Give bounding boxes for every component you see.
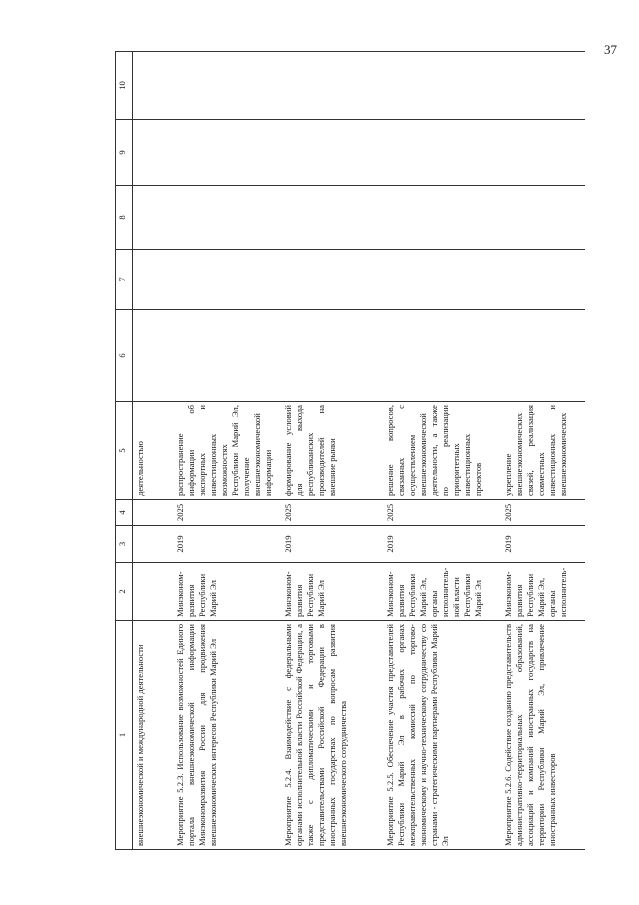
header-col-4: 4 bbox=[116, 500, 133, 526]
empty-cell bbox=[133, 310, 173, 402]
end-year-cell: 2025 bbox=[383, 500, 501, 526]
header-col-8: 8 bbox=[116, 186, 133, 250]
header-col-10: 10 bbox=[116, 52, 133, 120]
executor-cell: Минэконом- развития Республики Марий Эл bbox=[281, 563, 383, 621]
executor-cell bbox=[133, 563, 173, 621]
table-row bbox=[133, 52, 173, 850]
empty-cell bbox=[173, 120, 281, 186]
start-year-cell: 2019 bbox=[383, 526, 501, 563]
measure-cell: Мероприятие 5.2.3. Использование возможностей Единого портала внешнеэкономической информации Минэкономразвития России для продвижения внешнеэкономических интересов Республики Марий Эл bbox=[173, 621, 281, 850]
empty-cell bbox=[173, 186, 281, 250]
empty-cell bbox=[383, 120, 501, 186]
empty-cell bbox=[501, 52, 585, 120]
header-row bbox=[116, 52, 133, 850]
table-row bbox=[383, 52, 501, 850]
empty-cell bbox=[133, 120, 173, 186]
empty-cell bbox=[173, 310, 281, 402]
table-row bbox=[281, 52, 383, 850]
empty-cell bbox=[383, 52, 501, 120]
end-year-cell: 2025 bbox=[501, 500, 585, 526]
start-year-cell: 2019 bbox=[173, 526, 281, 563]
executor-cell: Минэконом- развития Республики Марий Эл, органы исполнитель- bbox=[501, 563, 585, 621]
end-year-cell bbox=[133, 500, 173, 526]
page-number: 37 bbox=[604, 42, 617, 57]
empty-cell bbox=[281, 310, 383, 402]
start-year-cell bbox=[133, 526, 173, 563]
table-row bbox=[501, 52, 585, 850]
empty-cell bbox=[133, 186, 173, 250]
header-col-5: 5 bbox=[116, 402, 133, 500]
header-col-9: 9 bbox=[116, 120, 133, 186]
result-cell: распространение информации об экспортных и инвестиционных возможностях Республики Марий Эл, получение внешнеэкономической информации bbox=[173, 402, 281, 500]
start-year-cell: 2019 bbox=[501, 526, 585, 563]
program-measures-table bbox=[115, 51, 585, 850]
empty-cell bbox=[383, 250, 501, 310]
empty-cell bbox=[281, 250, 383, 310]
empty-cell bbox=[501, 310, 585, 402]
executor-cell: Минэконом- развития Республики Марий Эл bbox=[173, 563, 281, 621]
empty-cell bbox=[383, 186, 501, 250]
measure-cell: Мероприятие 5.2.5. Обеспечение участия представителей Республики Марий Эл в рабочих органах межправительственных комиссий по торгово-экономическому и научно-техническому сотрудничеству со странами - стратегическими партнерами Республики Марий Эл bbox=[383, 621, 501, 850]
result-cell: решение вопросов, связанных с осуществлением внешнеэкономической деятельности, а также по реализации приоритетных инвестиционных проектов bbox=[383, 402, 501, 500]
start-year-cell: 2019 bbox=[281, 526, 383, 563]
end-year-cell: 2025 bbox=[281, 500, 383, 526]
empty-cell bbox=[281, 52, 383, 120]
empty-cell bbox=[281, 186, 383, 250]
measure-cell: внешнеэкономической и международной деятельности bbox=[133, 621, 173, 850]
empty-cell bbox=[173, 52, 281, 120]
measure-cell: Мероприятие 5.2.6. Содействие созданию представительств административно-территориальных образований, ассоциаций и компаний иностранных государств на территории Республики Марий Эл, привлечение иностранных инвесторов bbox=[501, 621, 585, 850]
result-cell: укрепление внешнеэкономических связей, реализация совместных инвестиционных и внешнеэкономических bbox=[501, 402, 585, 500]
result-cell: деятельностью bbox=[133, 402, 173, 500]
rotated-table-container bbox=[115, 52, 583, 850]
measure-cell: Мероприятие 5.2.4. Взаимодействие с федеральными органами исполнительной власти Российской Федерации, а также с дипломатическими и торговыми представительствами Российской Федерации в иностранных государствах по вопросам развития внешнеэкономического сотрудничества bbox=[281, 621, 383, 850]
empty-cell bbox=[383, 310, 501, 402]
header-col-7: 7 bbox=[116, 250, 133, 310]
empty-cell bbox=[281, 120, 383, 186]
empty-cell bbox=[501, 250, 585, 310]
empty-cell bbox=[501, 120, 585, 186]
empty-cell bbox=[133, 250, 173, 310]
empty-cell bbox=[133, 52, 173, 120]
empty-cell bbox=[501, 186, 585, 250]
end-year-cell: 2025 bbox=[173, 500, 281, 526]
empty-cell bbox=[173, 250, 281, 310]
table-row bbox=[173, 52, 281, 850]
result-cell: формирование условий для выхода республиканских производителей на внешние рынки bbox=[281, 402, 383, 500]
header-col-6: 6 bbox=[116, 310, 133, 402]
header-col-3: 3 bbox=[116, 526, 133, 563]
header-col-1: 1 bbox=[116, 621, 133, 850]
header-col-2: 2 bbox=[116, 563, 133, 621]
executor-cell: Минэконом- развития Республики Марий Эл, органы исполнитель- ной власти Республики Марий Эл bbox=[383, 563, 501, 621]
